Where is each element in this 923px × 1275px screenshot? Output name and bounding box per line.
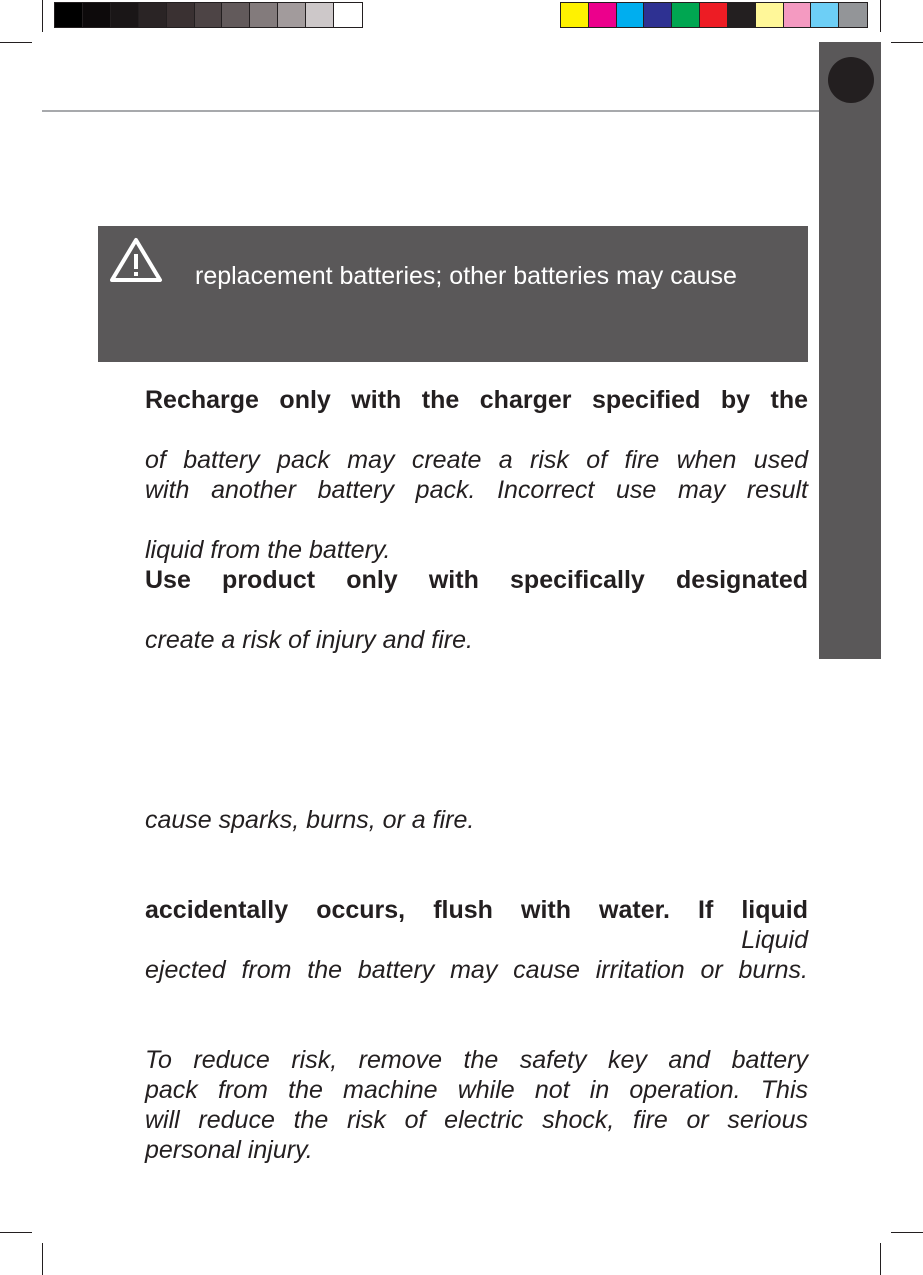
- body-line: will reduce the risk of electric shock, fire or serious: [145, 1106, 808, 1134]
- crop-mark: [891, 1232, 923, 1233]
- body-line: To reduce risk, remove the safety key and battery: [145, 1046, 808, 1074]
- crop-mark: [42, 0, 43, 32]
- calibration-swatch: [756, 3, 784, 27]
- body-line: Liquid: [741, 926, 808, 954]
- calibration-swatch: [278, 3, 306, 27]
- calibration-swatch: [83, 3, 111, 27]
- body-line: of battery pack may create a risk of fire when used: [145, 446, 808, 474]
- calibration-swatch: [306, 3, 334, 27]
- warning-box: [98, 226, 808, 362]
- calibration-swatch: [700, 3, 728, 27]
- header-rule: [42, 110, 820, 112]
- calibration-swatch: [589, 3, 617, 27]
- color-calibration-bar: [560, 2, 868, 28]
- calibration-swatch: [334, 3, 362, 27]
- body-line: create a risk of injury and fire.: [145, 626, 473, 654]
- calibration-swatch: [55, 3, 83, 27]
- body-line: ejected from the battery may cause irritation or burns.: [145, 956, 808, 984]
- body-line: accidentally occurs, flush with water. If liquid: [145, 896, 808, 924]
- calibration-swatch: [139, 3, 167, 27]
- calibration-swatch: [644, 3, 672, 27]
- chapter-side-tab: [819, 42, 881, 659]
- body-line: personal injury.: [145, 1136, 313, 1164]
- calibration-swatch: [111, 3, 139, 27]
- body-line: liquid from the battery.: [145, 536, 391, 564]
- grayscale-calibration-bar: [54, 2, 363, 28]
- crop-mark: [880, 1243, 881, 1275]
- calibration-swatch: [561, 3, 589, 27]
- calibration-swatch: [222, 3, 250, 27]
- body-line: Recharge only with the charger specified by the: [145, 386, 808, 414]
- crop-mark: [42, 1243, 43, 1275]
- body-line: with another battery pack. Incorrect use may result: [145, 476, 808, 504]
- calibration-swatch: [839, 3, 867, 27]
- warning-text: replacement batteries; other batteries may cause: [195, 262, 737, 290]
- calibration-swatch: [672, 3, 700, 27]
- calibration-swatch: [728, 3, 756, 27]
- body-line: cause sparks, burns, or a fire.: [145, 806, 475, 834]
- crop-mark: [880, 0, 881, 32]
- calibration-swatch: [784, 3, 812, 27]
- crop-mark: [0, 1232, 32, 1233]
- calibration-swatch: [167, 3, 195, 27]
- body-line: pack from the machine while not in operation. This: [145, 1076, 808, 1104]
- calibration-swatch: [250, 3, 278, 27]
- calibration-swatch: [617, 3, 645, 27]
- calibration-swatch: [195, 3, 223, 27]
- warning-triangle-icon: [108, 236, 164, 284]
- calibration-swatch: [811, 3, 839, 27]
- crop-mark: [0, 42, 32, 43]
- chapter-tab-dot: [828, 57, 874, 103]
- crop-mark: [891, 42, 923, 43]
- body-line: Use product only with specifically designated: [145, 566, 808, 594]
